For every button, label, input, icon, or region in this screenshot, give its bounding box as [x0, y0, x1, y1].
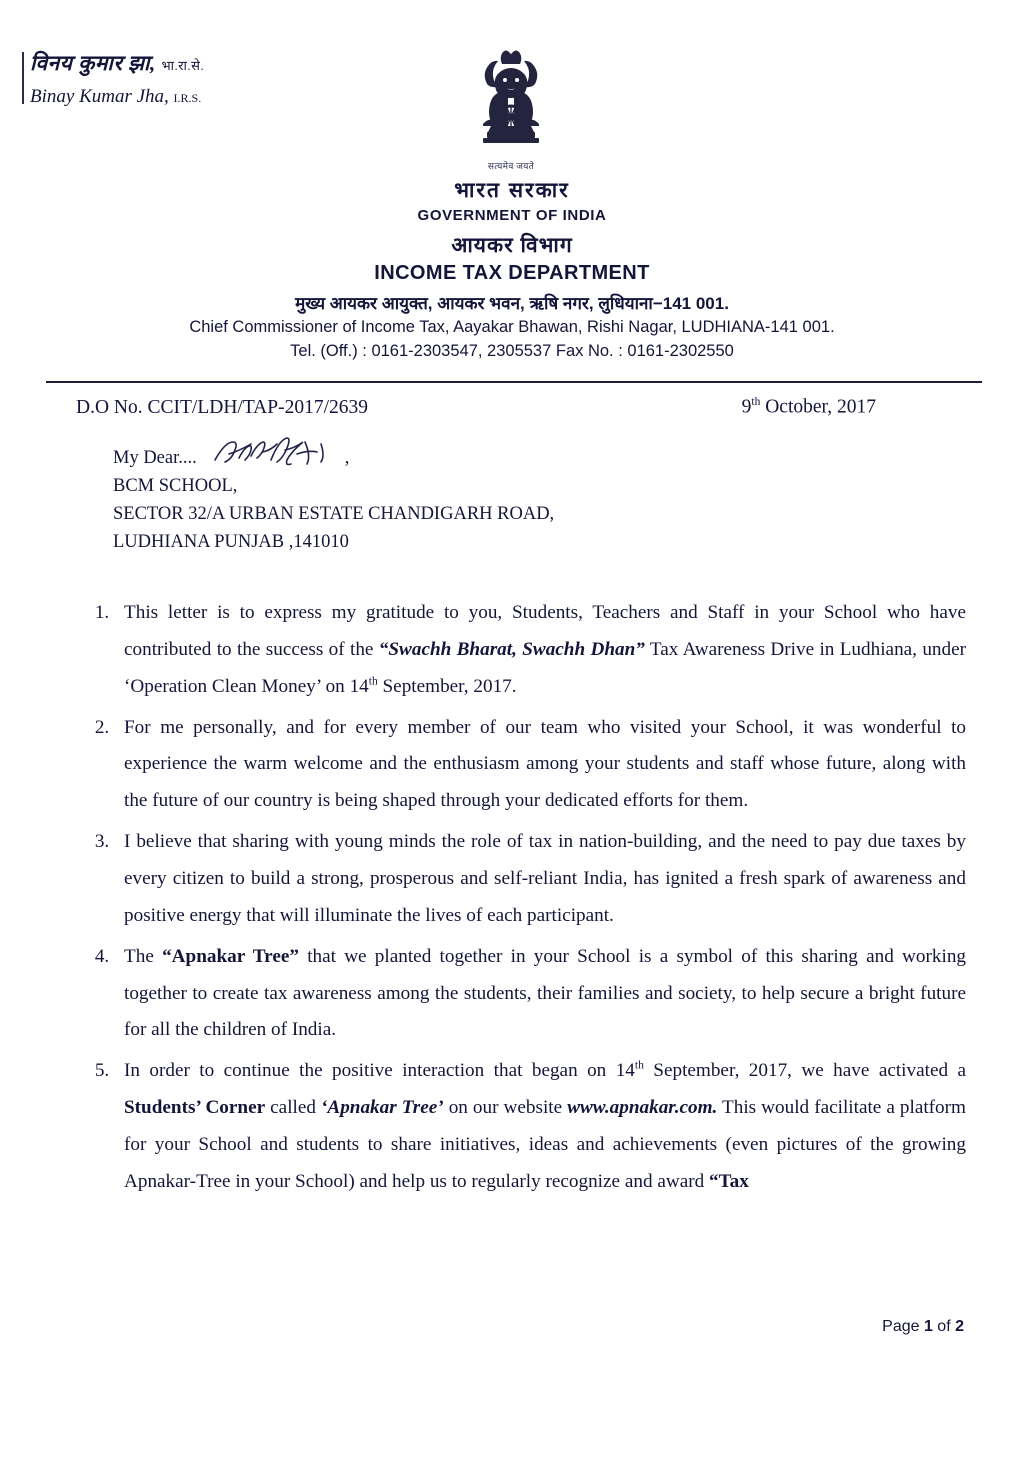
- campaign-name: “Swachh Bharat, Swachh Dhan”: [378, 638, 645, 660]
- office-address-english: Chief Commissioner of Income Tax, Aayakar Bhawan, Rishi Nagar, LUDHIANA-141 001.: [189, 318, 835, 336]
- page-current: 1: [923, 1318, 933, 1335]
- salutation-line: [113, 446, 554, 472]
- apnakar-tree-corner-name: ‘Apnakar Tree’: [321, 1097, 444, 1119]
- letter-date: [742, 396, 876, 419]
- paragraph-1-part-c: September, 2017.: [377, 675, 517, 697]
- department-name-english: INCOME TAX DEPARTMENT: [374, 262, 650, 284]
- officer-name-english: [30, 83, 204, 112]
- paragraph-5-part-a: In order to continue the positive interaction that began on 14: [124, 1060, 635, 1082]
- government-name-english: GOVERNMENT OF INDIA: [417, 207, 607, 224]
- letter-date-rest: October, 2017: [760, 396, 876, 418]
- page-of-separator: of: [932, 1318, 956, 1335]
- national-emblem: [463, 40, 559, 172]
- page-number: [882, 1318, 964, 1336]
- address-line-1: BCM SCHOOL,: [113, 476, 238, 496]
- vertical-rule: [22, 52, 24, 104]
- paragraph-5-ordinal: th: [634, 1059, 644, 1072]
- salutation-comma: ,: [344, 447, 350, 468]
- paragraph-5-part-b: September, 2017, we have activated a: [643, 1060, 967, 1082]
- paragraph-4: [114, 939, 966, 1050]
- paragraph-1-part-b: Tax Awareness Drive in Ludhiana, under ‘Operation Clean Money’ on 14: [124, 638, 967, 697]
- paragraph-5-part-d: called: [265, 1097, 322, 1119]
- paragraph-5-part-h: This would facilitate a platform for your School and students to share initiatives, ideas and achievements (even pictures of the growing Apnakar-Tree in your School) and help us to regularly recognize and award: [124, 1097, 966, 1192]
- reference-row: [76, 396, 964, 419]
- paragraph-5-part-i: “Tax: [709, 1170, 749, 1192]
- officer-name-block: [30, 48, 204, 111]
- paragraph-4-part-c: that we planted together in your School is a symbol of this sharing and working together to create tax awareness among the students, their families and society, to help secure a bright future for all the children of India.: [124, 945, 967, 1041]
- website-link[interactable]: www.apnakar.com.: [567, 1097, 718, 1119]
- students-corner-label: Students’ Corner: [124, 1097, 266, 1119]
- paragraph-5-part-f: on our website: [443, 1097, 568, 1119]
- emblem-motto: सत्यमेव जयते: [487, 161, 535, 171]
- letter-body-list: [74, 595, 966, 1205]
- paragraph-4-part-a: The: [124, 945, 163, 967]
- salutation-block: [113, 446, 554, 556]
- officer-service-hindi: भा.रा.से.: [161, 58, 205, 73]
- letterhead-center-block: [0, 176, 1024, 361]
- salutation-greeting: My Dear....: [113, 447, 197, 468]
- address-line-3: LUDHIANA PUNJAB ,141010: [113, 532, 349, 553]
- address-line-2: SECTOR 32/A URBAN ESTATE CHANDIGARH ROAD,: [113, 504, 555, 525]
- handwritten-signature-principal: [209, 434, 359, 468]
- letter-date-day: 9: [741, 396, 752, 418]
- ashoka-lion-capital-icon: [463, 40, 559, 158]
- department-name-hindi: आयकर विभाग: [451, 234, 573, 257]
- officer-name-hindi: [30, 48, 204, 80]
- paragraph-3: 3. I believe that sharing with young minds the role of tax in nation-building, and the need to pay due taxes by every citizen to build a strong, prosperous and self-reliant India, has ignited a fresh spark of awareness and positive energy that will illuminate the lives of each participant.: [114, 824, 966, 935]
- header-divider: [46, 381, 982, 383]
- office-telephone: Tel. (Off.) : 0161-2303547, 2305537 Fax No. : 0161-2302550: [290, 342, 734, 360]
- government-name-hindi: भारत सरकार: [454, 179, 570, 202]
- paragraph-5: [114, 1053, 966, 1200]
- apnakar-tree-name: “Apnakar Tree”: [162, 945, 299, 967]
- officer-name-hindi-text: विनय कुमार झा,: [30, 51, 156, 75]
- officer-name-english-text: Binay Kumar Jha,: [30, 85, 169, 107]
- paragraph-1-part-a: This letter is to express my gratitude to you, Students, Teachers and Staff in your School who have contributed to the success of the: [124, 602, 966, 660]
- page-total: 2: [955, 1318, 964, 1335]
- paragraph-1: [114, 595, 966, 706]
- paragraph-1-ordinal: th: [368, 675, 378, 688]
- letter-date-ordinal: th: [751, 396, 761, 408]
- paragraph-2: 2. For me personally, and for every member of our team who visited your School, it was wonderful to experience the warm welcome and the enthusiasm among your students and staff whose future, along with the future of our country is being shaped through your dedicated efforts for them.: [114, 710, 966, 821]
- office-address-hindi: मुख्य आयकर आयुक्त, आयकर भवन, ऋषि नगर, लुधियाना−141 001.: [295, 294, 729, 313]
- page-label-prefix: Page: [882, 1318, 924, 1335]
- do-number: D.O No. CCIT/LDH/TAP-2017/2639: [76, 396, 369, 418]
- officer-service-english: I.R.S.: [173, 90, 202, 105]
